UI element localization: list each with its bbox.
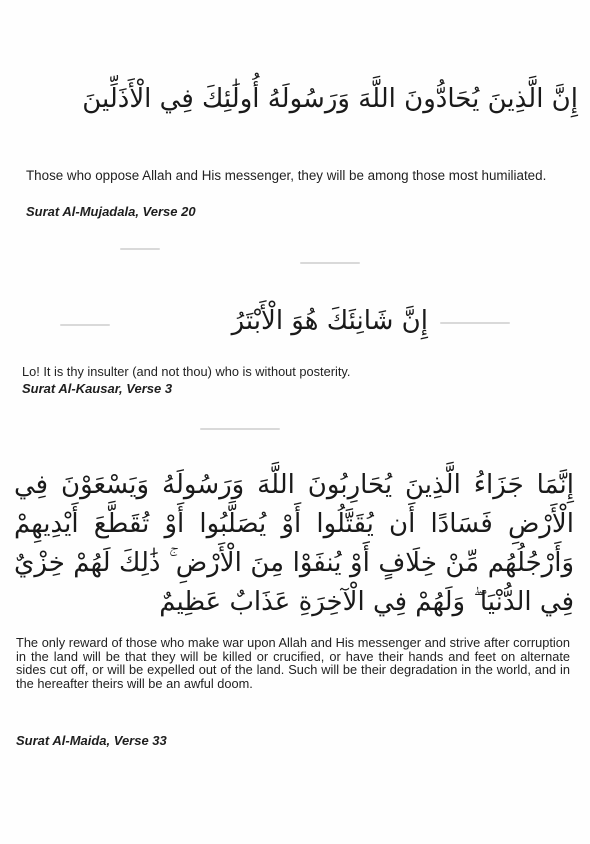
- verse-2-citation: Surat Al-Kausar, Verse 3: [22, 381, 173, 396]
- scan-noise: [60, 324, 110, 326]
- verse-2-arabic: إِنَّ شَانِئَكَ هُوَ الْأَبْتَرُ: [231, 306, 428, 336]
- verse-3-translation: The only reward of those who make war upon Allah and His messenger and strive after corruption in the land will be that they will be killed or crucified, or have their hands and feet on alternate sides cut off, or will be expelled out of the land. Such will be their degradation in the world, and in the hereafter theirs will be an awful doom.: [16, 635, 570, 691]
- verse-3-citation: Surat Al-Maida, Verse 33: [16, 733, 167, 748]
- verse-2-translation: Lo! It is thy insulter (and not thou) who is without posterity.: [22, 364, 351, 379]
- verse-1-arabic: إِنَّ الَّذِينَ يُحَادُّونَ اللَّهَ وَرَسُولَهُ أُولَٰئِكَ فِي الْأَذَلِّينَ: [82, 84, 578, 114]
- scan-noise: [120, 248, 160, 250]
- verse-3-arabic: إِنَّمَا جَزَاءُ الَّذِينَ يُحَارِبُونَ اللَّهَ وَرَسُولَهُ وَيَسْعَوْنَ فِي الْأَرْضِ فَسَادًا أَن يُقَتَّلُوا أَوْ يُصَلَّبُوا أَوْ تُقَطَّعَ أَيْدِيهِمْ وَأَرْجُلُهُم مِّنْ خِلَافٍ أَوْ يُنفَوْا مِنَ الْأَرْضِ ۚ ذَٰلِكَ لَهُمْ خِزْيٌ فِي الدُّنْيَا ۖ وَلَهُمْ فِي الْآخِرَةِ عَذَابٌ عَظِيمٌ: [14, 470, 574, 617]
- scan-noise: [300, 262, 360, 264]
- verse-1-translation: Those who oppose Allah and His messenger, they will be among those most humiliated.: [26, 168, 547, 183]
- scan-noise: [440, 322, 510, 324]
- verse-1-citation: Surat Al-Mujadala, Verse 20: [26, 204, 196, 219]
- scan-noise: [200, 428, 280, 430]
